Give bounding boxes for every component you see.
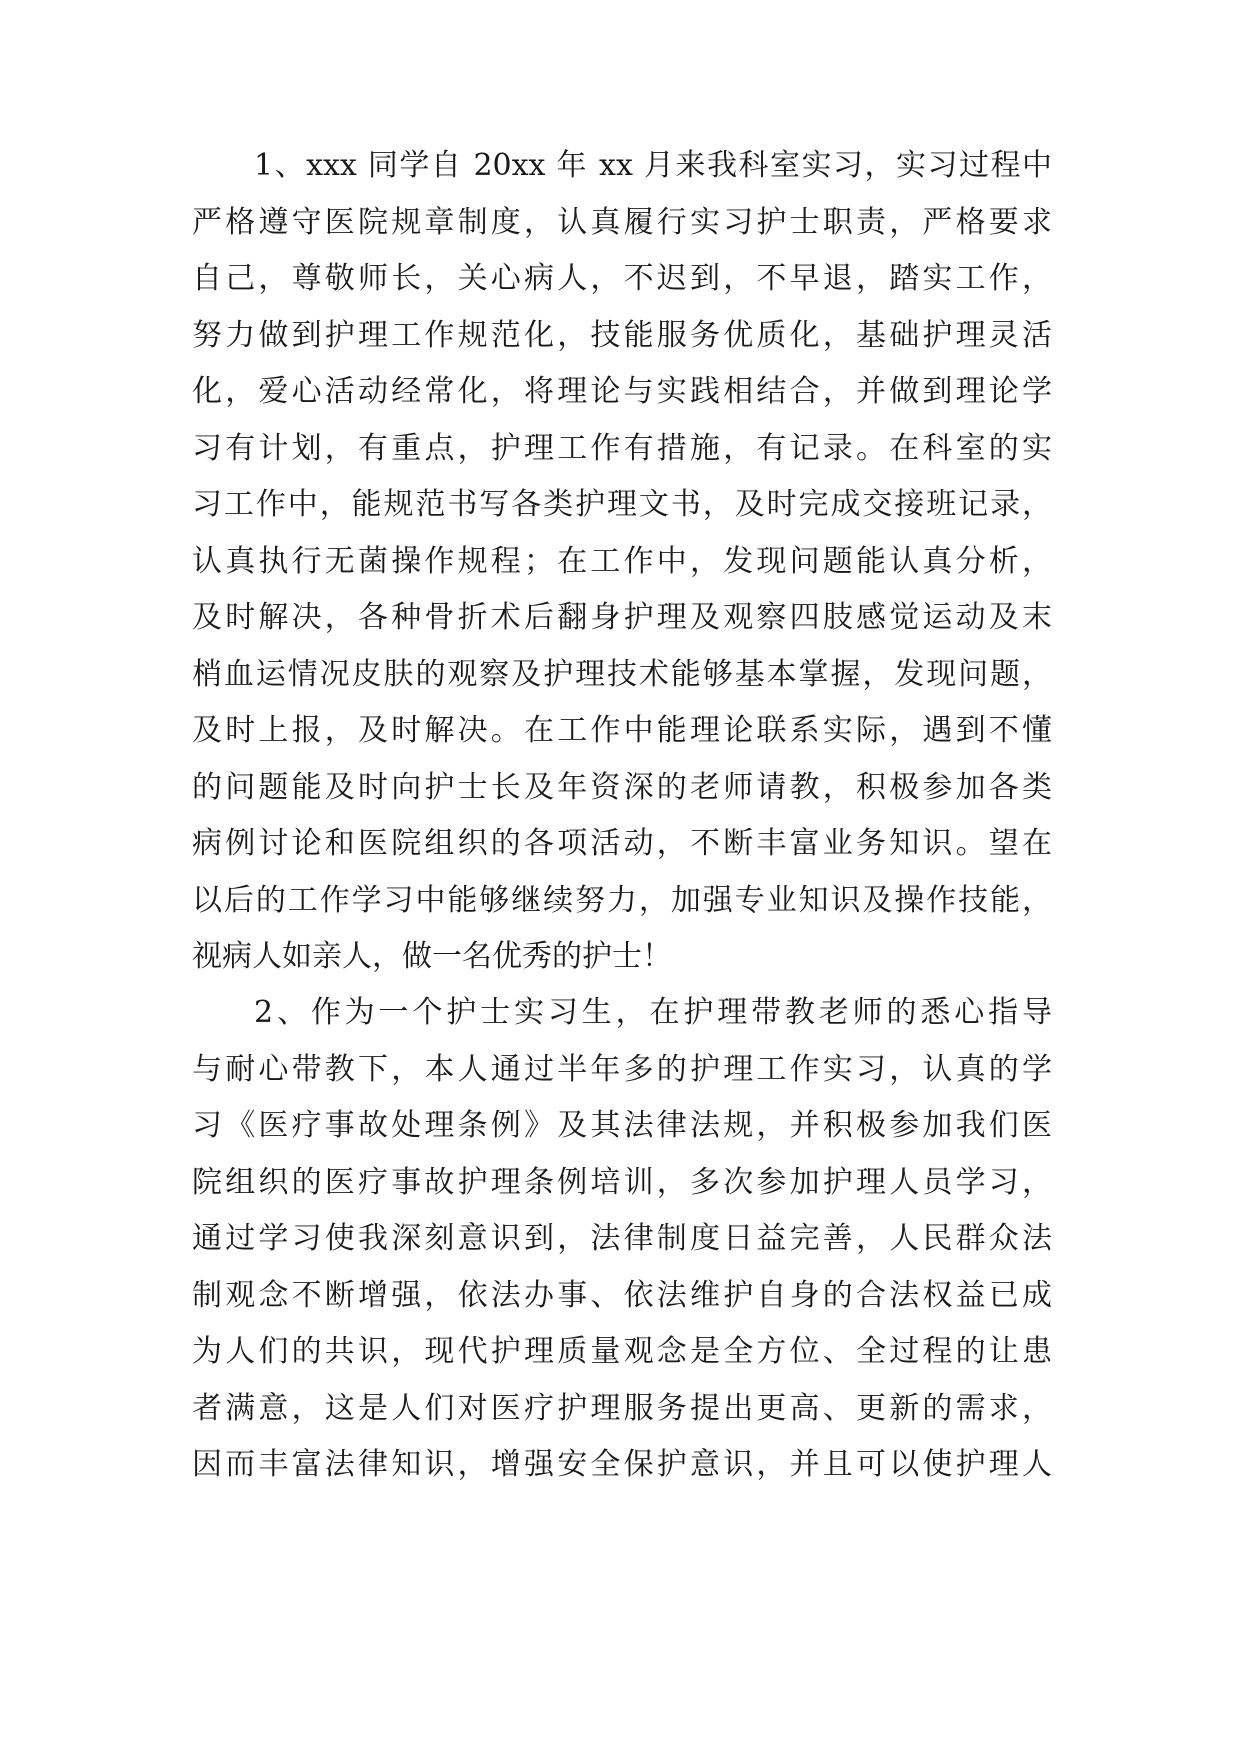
text-line: 1、xxx 同学自 20xx 年 xx 月来我科室实习，实习过程中 xyxy=(254,148,1052,183)
text-line: 为人们的共识，现代护理质量观念是全方位、全过程的让患 xyxy=(192,1334,1052,1369)
text-line: 习工作中，能规范书写各类护理文书，及时完成交接班记录， xyxy=(192,487,1052,522)
paragraph-1 xyxy=(192,138,1052,986)
text-line: 制观念不断增强，依法办事、依法维护自身的合法权益已成 xyxy=(192,1277,1052,1313)
text-line: 病例讨论和医院组织的各项活动，不断丰富业务知识。望在 xyxy=(192,826,1052,861)
text-line: 严格遵守医院规章制度，认真履行实习护士职责，严格要求 xyxy=(192,204,1052,240)
text-line: 化，爱心活动经常化，将理论与实践相结合，并做到理论学 xyxy=(192,374,1052,409)
text-line: 及时解决，各种骨折术后翻身护理及观察四肢感觉运动及末 xyxy=(192,600,1052,635)
paragraph-2 xyxy=(192,985,1052,1494)
text-line: 2、作为一个护士实习生，在护理带教老师的悉心指导 xyxy=(254,995,1052,1030)
text-line: 者满意，这是人们对医疗护理服务提出更高、更新的需求， xyxy=(192,1390,1052,1426)
text-line: 努力做到护理工作规范化，技能服务优质化，基础护理灵活 xyxy=(192,317,1052,353)
text-line: 通过学习使我深刻意识到，法律制度日益完善，人民群众法 xyxy=(192,1221,1052,1256)
text-line: 及时上报，及时解决。在工作中能理论联系实际，遇到不懂 xyxy=(192,713,1052,748)
text-line: 与耐心带教下，本人通过半年多的护理工作实习，认真的学 xyxy=(192,1051,1052,1087)
text-line: 习有计划，有重点，护理工作有措施，有记录。在科室的实 xyxy=(192,430,1052,466)
text-line: 自己，尊敬师长，关心病人，不迟到，不早退，踏实工作， xyxy=(192,261,1052,296)
text-line: 的问题能及时向护士长及年资深的老师请教，积极参加各类 xyxy=(192,769,1052,805)
text-line: 以后的工作学习中能够继续努力，加强专业知识及操作技能， xyxy=(192,882,1052,918)
text-line: 院组织的医疗事故护理条例培训，多次参加护理人员学习， xyxy=(192,1164,1052,1200)
text-line: 视病人如亲人，做一名优秀的护士！ xyxy=(192,939,672,974)
text-line: 梢血运情况皮肤的观察及护理技术能够基本掌握，发现问题， xyxy=(192,656,1052,692)
text-line: 因而丰富法律知识，增强安全保护意识，并且可以使护理人 xyxy=(192,1447,1052,1482)
text-line: 习《医疗事故处理条例》及其法律法规，并积极参加我们医 xyxy=(192,1108,1052,1143)
text-line: 认真执行无菌操作规程；在工作中，发现问题能认真分析， xyxy=(192,543,1052,579)
